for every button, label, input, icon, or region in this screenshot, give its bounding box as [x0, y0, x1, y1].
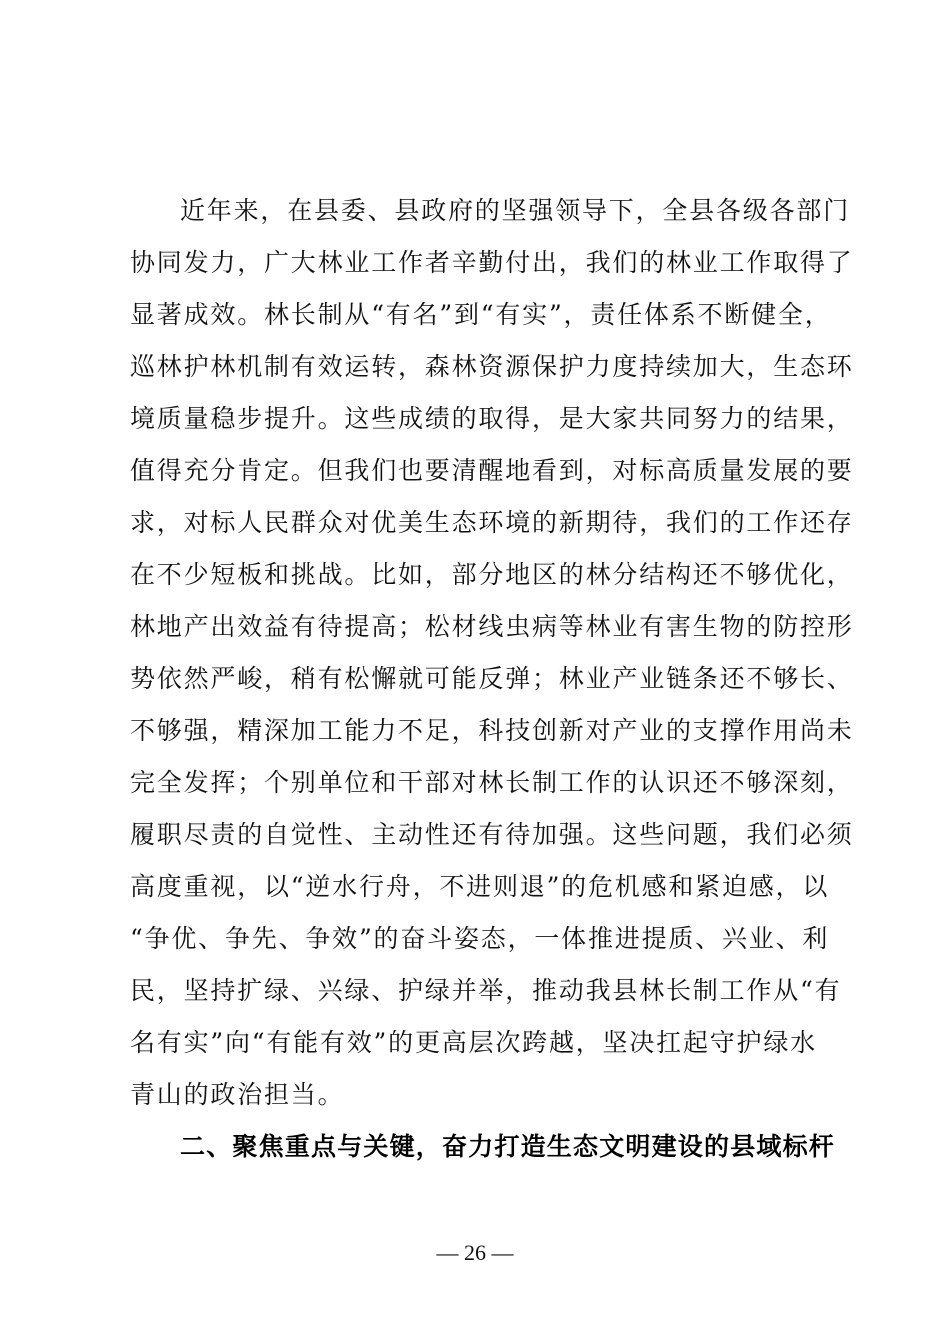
paragraph-line: 在不少短板和挑战。比如，部分地区的林分结构还不够优化，: [130, 560, 854, 589]
paragraph-line: 显著成效。林长制从“有名”到“有实”，责任体系不断健全，: [130, 300, 832, 329]
paragraph-line: 境质量稳步提升。这些成绩的取得，是大家共同努力的结果，: [130, 404, 854, 433]
paragraph-line: 势依然严峻，稍有松懈就可能反弹；林业产业链条还不够长、: [130, 664, 854, 693]
paragraph-line: 巡林护林机制有效运转，森林资源保护力度持续加大，生态环: [130, 352, 854, 381]
paragraph-line: 高度重视，以“逆水行舟，不进则退”的危机感和紧迫感，以: [130, 872, 830, 901]
paragraph-line: 林地产出效益有待提高；松材线虫病等林业有害生物的防控形: [130, 612, 854, 641]
paragraph-line: 青山的政治担当。: [130, 1080, 345, 1109]
page-number: — 26 —: [436, 1240, 514, 1265]
paragraph-line: 值得充分肯定。但我们也要清醒地看到，对标高质量发展的要: [130, 456, 854, 485]
paragraph-line: 完全发挥；个别单位和干部对林长制工作的认识还不够深刻，: [130, 768, 854, 797]
section-heading: 二、聚焦重点与关键，奋力打造生态文明建设的县域标杆: [180, 1132, 836, 1161]
paragraph-line: “争优、争先、争效”的奋斗姿态，一体推进提质、兴业、利: [130, 924, 830, 953]
paragraph-line: 协同发力，广大林业工作者辛勤付出，我们的林业工作取得了: [130, 248, 854, 277]
paragraph-line: 求，对标人民群众对优美生态环境的新期待，我们的工作还存: [130, 508, 854, 537]
paragraph-line: 民，坚持扩绿、兴绿、护绿并举，推动我县林长制工作从“有: [130, 976, 842, 1005]
paragraph-line: 名有实”向“有能有效”的更高层次跨越，坚决扛起守护绿水: [130, 1028, 817, 1057]
paragraph-line: 近年来，在县委、县政府的坚强领导下，全县各级各部门: [180, 196, 851, 225]
paragraph-line: 不够强，精深加工能力不足，科技创新对产业的支撑作用尚未: [130, 716, 854, 745]
paragraph-line: 履职尽责的自觉性、主动性还有待加强。这些问题，我们必须: [130, 820, 854, 849]
